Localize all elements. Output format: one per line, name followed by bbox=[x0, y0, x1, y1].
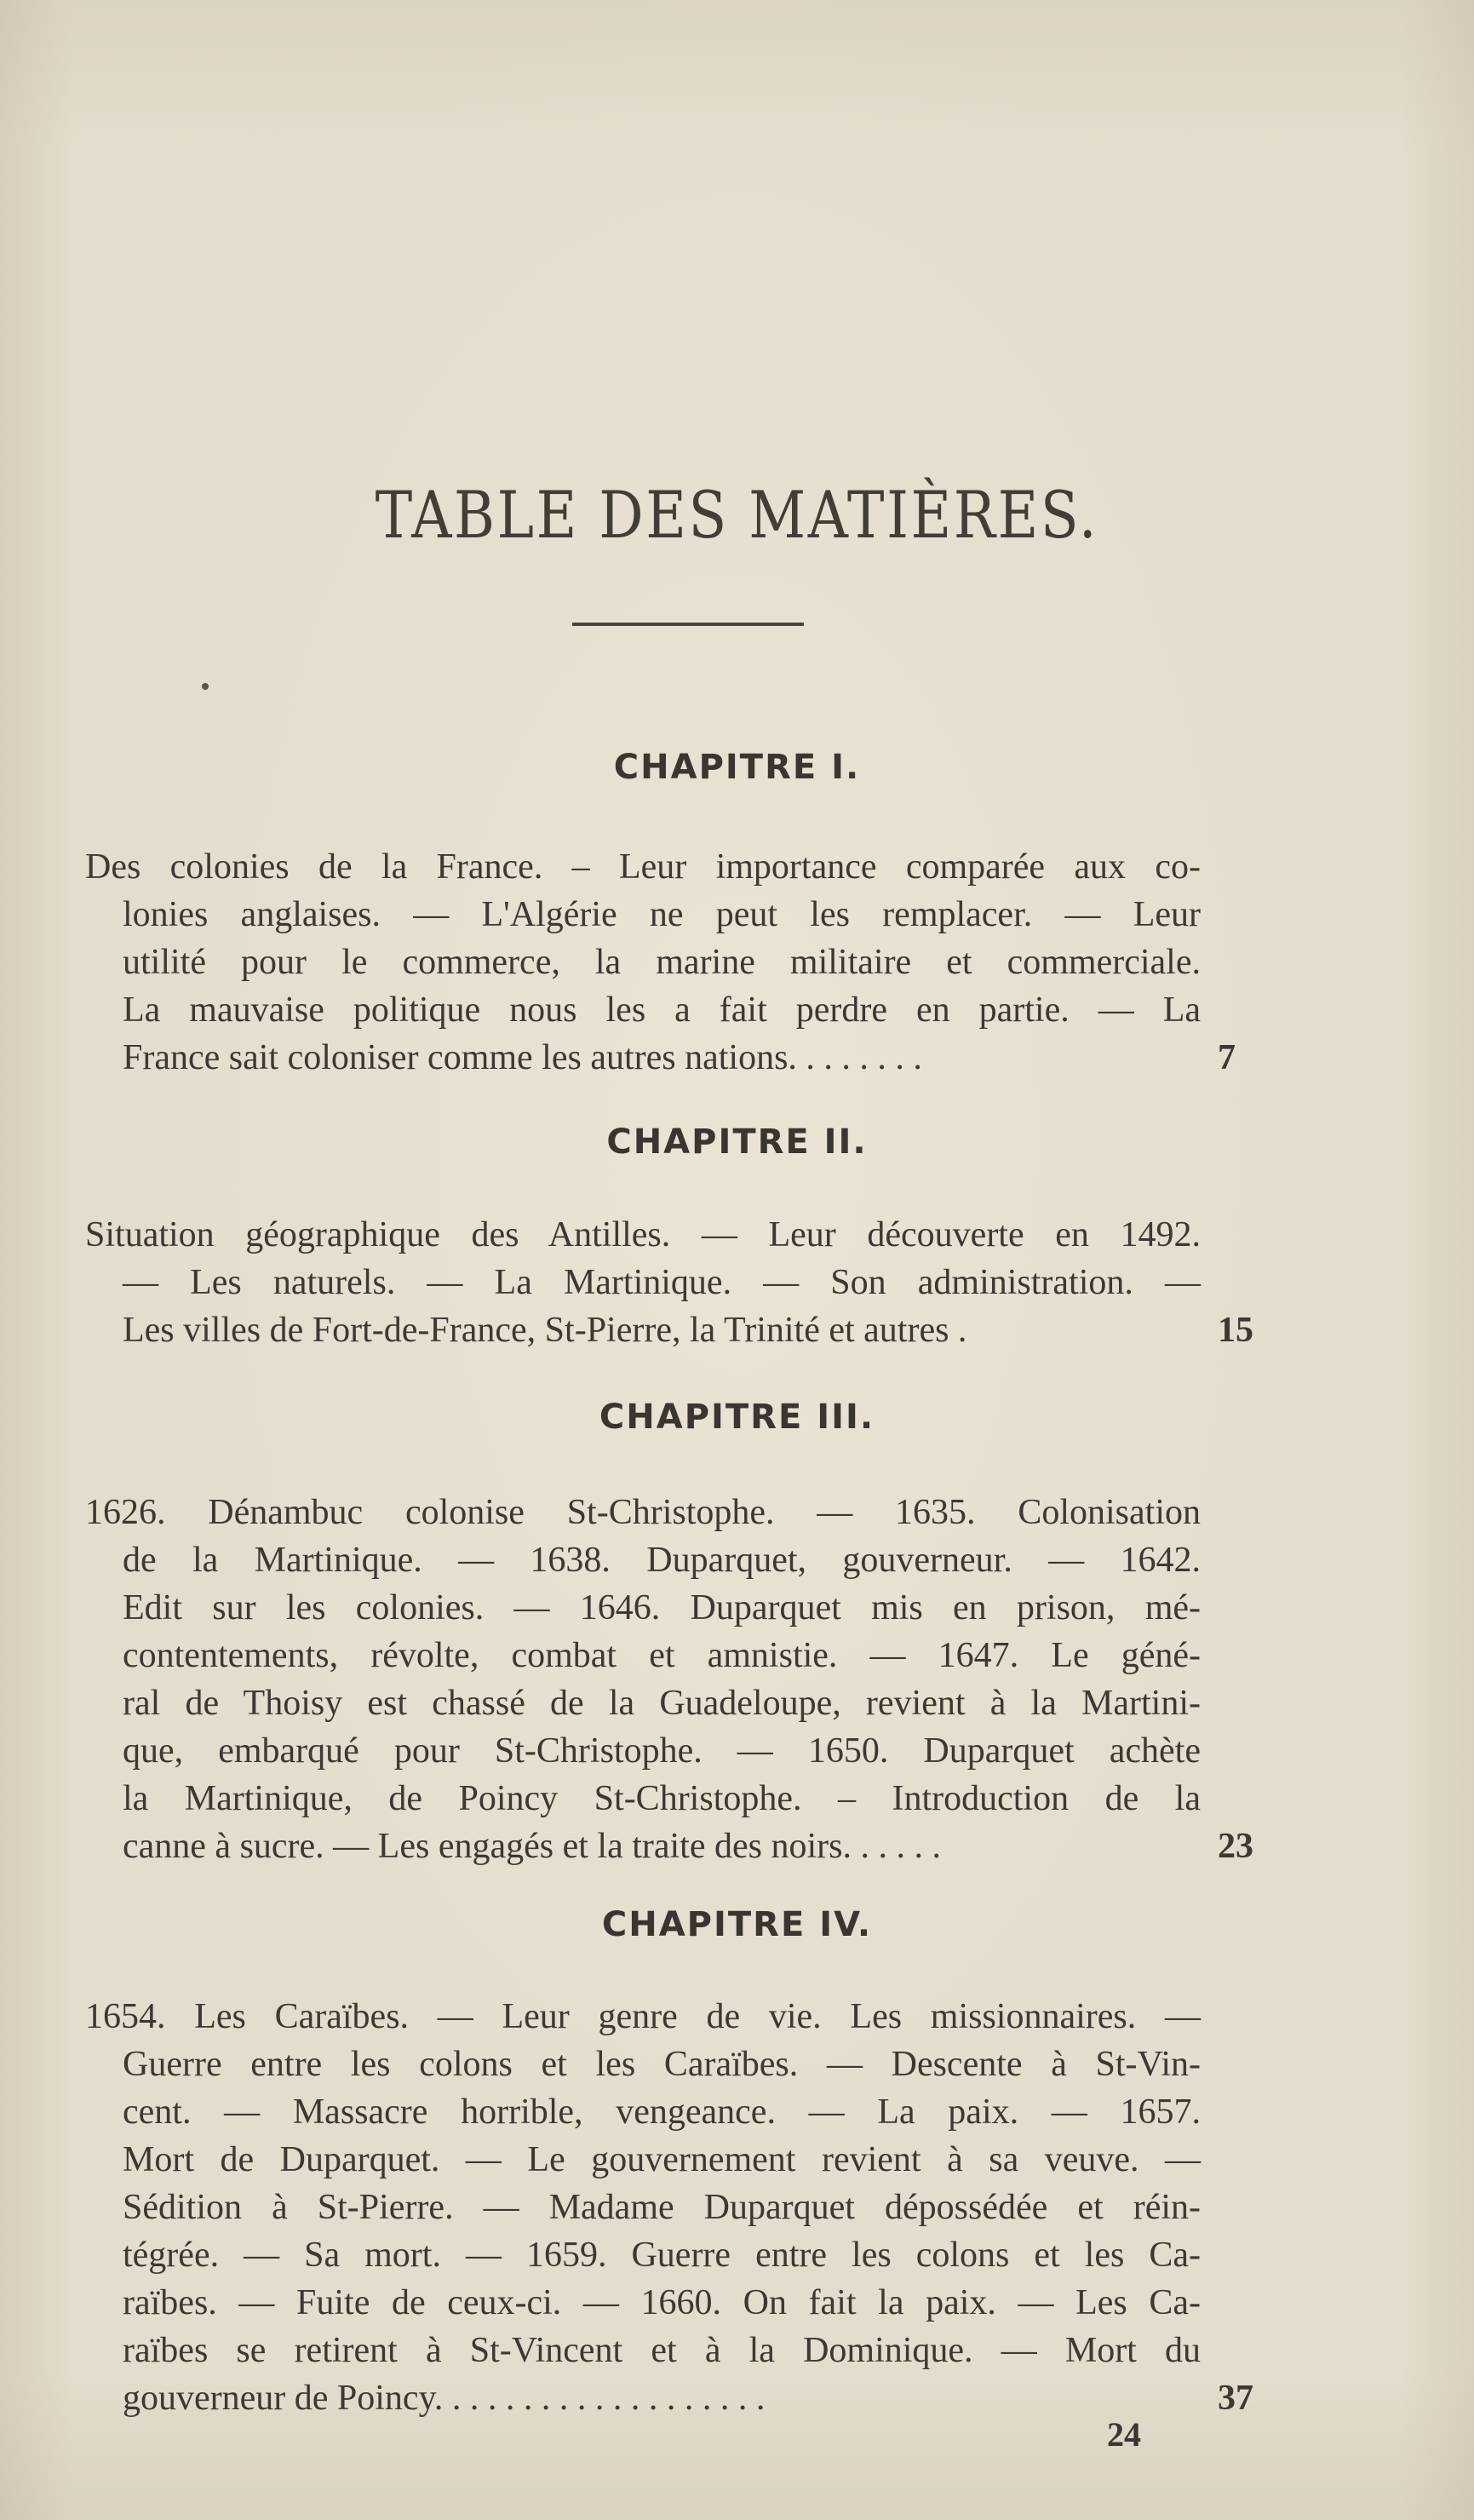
entry-line: raïbes se retirent à St-Vincent et à la Dominique. — Mort du bbox=[123, 2331, 1201, 2370]
entry-line: Guerre entre les colons et les Caraïbes. — Descente à St-Vin- bbox=[123, 2045, 1201, 2084]
entry-line: la Martinique, de Poincy St-Christophe. – Introduction de la bbox=[123, 1779, 1201, 1818]
entry-line bbox=[85, 1306, 1320, 1354]
entry-line-text: gouverneur de Poincy. . . . . . . . . . . . . . . . . . . bbox=[123, 2379, 766, 2418]
page-title: TABLE DES MATIÈRES. bbox=[375, 477, 1099, 553]
entry-line: lonies anglaises. — L'Algérie ne peut les remplacer. — Leur bbox=[123, 895, 1201, 934]
chapter-entry-3 bbox=[85, 1489, 1320, 1870]
chapter-entry-4 bbox=[85, 1993, 1320, 2422]
entry-line: cent. — Massacre horrible, vengeance. — La paix. — 1657. bbox=[123, 2092, 1201, 2132]
chapter-heading-1: CHAPITRE I. bbox=[613, 748, 861, 787]
entry-line: Edit sur les colonies. — 1646. Duparquet mis en prison, mé- bbox=[123, 1588, 1201, 1627]
entry-line: — Les naturels. — La Martinique. — Son administration. — bbox=[123, 1263, 1201, 1302]
signature-mark: 24 bbox=[1107, 2415, 1141, 2454]
entry-line: Mort de Duparquet. — Le gouvernement revient à sa veuve. — bbox=[123, 2140, 1201, 2179]
entry-line-text: France sait coloniser comme les autres nations. . . . . . . . bbox=[123, 1038, 922, 1077]
entry-line: 1626. Dénambuc colonise St-Christophe. — 1635. Colonisation bbox=[85, 1493, 1201, 1532]
entry-line: La mauvaise politique nous les a fait perdre en partie. — La bbox=[123, 990, 1201, 1030]
ink-speck bbox=[202, 683, 209, 690]
entry-line: utilité pour le commerce, la marine militaire et commerciale. bbox=[123, 943, 1201, 982]
entry-line-text: Les villes de Fort-de-France, St-Pierre, la Trinité et autres . bbox=[123, 1311, 967, 1350]
entry-line-text: canne à sucre. — Les engagés et la traite des noirs. . . . . . bbox=[123, 1827, 941, 1866]
chapter-entry-2 bbox=[85, 1211, 1320, 1354]
page-number: 7 bbox=[1218, 1038, 1236, 1077]
entry-line: ral de Thoisy est chassé de la Guadeloupe, revient à la Martini- bbox=[123, 1684, 1201, 1723]
entry-line: tégrée. — Sa mort. — 1659. Guerre entre les colons et les Ca- bbox=[123, 2236, 1201, 2275]
entry-line: que, embarqué pour St-Christophe. — 1650. Duparquet achète bbox=[123, 1731, 1201, 1771]
title-rule bbox=[572, 623, 804, 626]
page-number: 37 bbox=[1218, 2379, 1253, 2418]
entry-line: contentements, révolte, combat et amnistie. — 1647. Le géné- bbox=[123, 1636, 1201, 1675]
entry-line: de la Martinique. — 1638. Duparquet, gouverneur. — 1642. bbox=[123, 1541, 1201, 1580]
chapter-heading-2: CHAPITRE II. bbox=[606, 1122, 868, 1162]
chapter-entry-1 bbox=[85, 843, 1320, 1082]
entry-line: Situation géographique des Antilles. — Leur découverte en 1492. bbox=[85, 1215, 1201, 1254]
entry-line bbox=[85, 1823, 1320, 1870]
entry-line: Des colonies de la France. – Leur importance comparée aux co- bbox=[85, 847, 1201, 887]
page-number: 23 bbox=[1218, 1827, 1253, 1866]
entry-line: raïbes. — Fuite de ceux-ci. — 1660. On fait la paix. — Les Ca- bbox=[123, 2283, 1201, 2322]
entry-line: Sédition à St-Pierre. — Madame Duparquet dépossédée et réin- bbox=[123, 2188, 1201, 2227]
entry-line bbox=[85, 1034, 1320, 1082]
entry-line: 1654. Les Caraïbes. — Leur genre de vie. Les missionnaires. — bbox=[85, 1997, 1201, 2036]
chapter-heading-4: CHAPITRE IV. bbox=[601, 1905, 873, 1944]
chapter-heading-3: CHAPITRE III. bbox=[599, 1398, 875, 1437]
page-number: 15 bbox=[1218, 1311, 1253, 1350]
